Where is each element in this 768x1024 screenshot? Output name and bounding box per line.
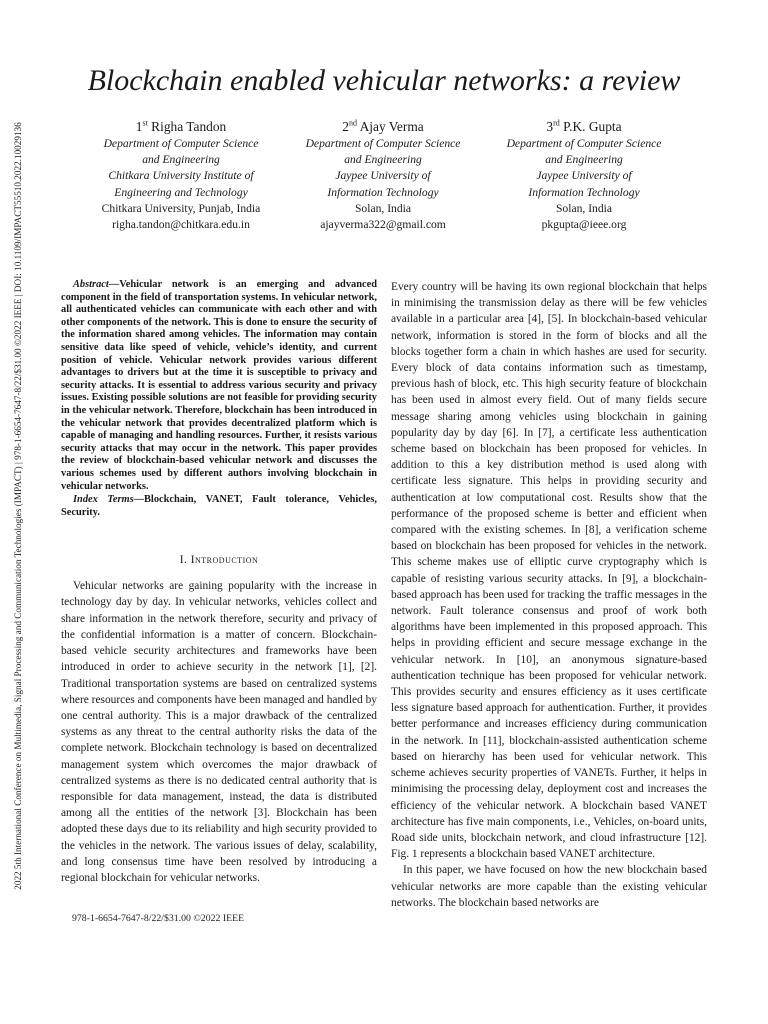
author-location: Chitkara University, Punjab, India	[101, 201, 261, 215]
author-name: 1st Righa Tandon	[135, 118, 227, 134]
author-name: 3rd P.K. Gupta	[546, 118, 622, 134]
author-institution-cont: Information Technology	[327, 185, 439, 199]
abstract: Abstract—Vehicular network is an emerging and advanced component in the field of transportation systems. In vehicular network, all authenticated vehicles can communicate with each other and with other components of the network. This is done to ensure the security of the information shared among vehicles. The information may contain sensitive data like speed of vehicle, vehicle’s identity, and current position of vehicle. Vehicular network provides various different advantages to drivers but at the time it is susceptible to privacy and security attacks. It is essential to address various security and privacy issues. Existing possible solutions are not feasible for providing security in the vehicular network. Therefore, blockchain has been introduced in the vehicular network that provides decentralized platform which is capable of managing and handling resources. Further, it resists various security attacks that may occur in the network. This paper provides the review of blockchain-based vehicular network and discusses the various schemes used by different authors involving blockchain in vehicular networks.	[61, 279, 377, 492]
author-location: Solan, India	[555, 201, 613, 215]
doi-sidebar	[0, 0, 36, 1024]
intro-paragraph: Vehicular networks are gaining popularity with the increase in technology day by day. In vehicular networks, vehicles collect and share information in the network therefore, security and privacy of the confidential information is a matter of concern. Blockchain-based vehicle security architectures and frameworks have been introduced in order to achieve security in the network [1], [2]. Traditional transportation systems are based on centralized systems where resources and components have been managed and handled by one central authority. This is a major drawback of the centralized systems as any threat to the central authority risks the data of the complete network. Blockchain technology is based on decentralized management system which overcomes the major drawback of centralized systems as there is no dedicated central authority that is responsible for data management, instead, the data is distributed among all the entities of the network [3]. Blockchain has been adopted these days due to its reliability and high security provided to the vehicles in the network. The various issues of delay, scalability, and long consensus time have been resolved by introducing a regional blockchain for vehicular networks.	[61, 580, 377, 884]
sidebar-citation: 2022 5th International Conference on Multimedia, Signal Processing and Communication Technologies (IMPACT) | 978-1-6654-7647-8/22/$31.00 ©2022 IEEE | DOI: 10.1109/IMPACT55510.2022.10029136	[13, 122, 23, 890]
author-institution: Jaypee University of	[536, 169, 632, 183]
author-department-cont: and Engineering	[545, 153, 623, 167]
author-block-2	[278, 118, 488, 233]
author-name: 2nd Ajay Verma	[342, 118, 424, 134]
author-department: Department of Computer Science	[305, 137, 461, 150]
abstract-label: Abstract	[73, 279, 109, 290]
author-department-cont: and Engineering	[344, 153, 422, 167]
author-block-1	[76, 118, 286, 233]
paper-title: Blockchain enabled vehicular networks: a review	[87, 64, 681, 97]
index-terms-text: Blockchain, VANET, Fault tolerance, Vehicles, Security.	[61, 494, 377, 518]
copyright-footer: 978-1-6654-7647-8/22/$31.00 ©2022 IEEE	[72, 913, 245, 924]
right-column	[391, 279, 707, 911]
author-location: Solan, India	[354, 201, 412, 215]
author-block-3	[479, 118, 689, 233]
author-email: righa.tandon@chitkara.edu.in	[112, 218, 250, 232]
author-department: Department of Computer Science	[103, 137, 259, 150]
author-institution: Jaypee University of	[335, 169, 431, 183]
body-paragraph: Every country will be having its own regional blockchain that helps in minimising the transmission delay as there will be few vehicles available in a particular area [4], [5]. In blockchain-based vehicular network, information is stored in the form of blocks and all the blocks together form a chain in which hashes are used for security. Every block of data contains information such as timestamp, previous hash of block, etc. This high security feature of blockchain has been used in almost every field. Out of many fields secure message sharing among vehicles using blockchain in gaining popularity day by day [6]. In [7], a certificate less authentication scheme based on blockchain has been proposed for vehicles. In addition to this a key distribution method is used along with certificate less signature. This helps in providing security and authentication at low computational cost. Results show that the performance of the proposed scheme is better and efficient when compared with the existing schemes. In [8], a verification scheme based on blockchain has been proposed for vehicles in the network. This scheme makes use of elliptic curve cryptography which is capable of resisting various security attacks. In [9], a blockchain-based approach has been used for tracking the traffic messages in the network. Fault tolerance consensus and proof of work both algorithms have been implemented in this proposed approach. This helps in providing efficient and secure message exchange in the vehicular network. In [10], an anonymous signature-based authentication technique has been proposed for vehicular network. This provides security and ensures efficiency as it uses certificate less signature based approach for authentication. Further, it provides better performance and increases efficiency during communication in the network. In [11], blockchain-assisted authentication scheme based on hierarchy has been used for vehicular network. This scheme achieves security properties of VANETs. Further, it helps in minimising the processing delay, deployment cost and increases the efficiency of the vehicular network. A blockchain based VANET architecture has five main components, i.e., Vehicles, on-board units, Road side units, blockchain network, and cloud infrastructure [12]. Fig. 1 represents a blockchain based VANET architecture.	[391, 281, 707, 861]
left-column	[61, 279, 377, 886]
section-heading-introduction: I. Introduction	[179, 554, 259, 567]
index-terms: Index Terms—Blockchain, VANET, Fault tolerance, Vehicles, Security.	[61, 494, 377, 518]
author-institution-cont: Information Technology	[528, 185, 640, 199]
author-department-cont: and Engineering	[142, 153, 220, 167]
author-email: ajayverma322@gmail.com	[320, 218, 446, 232]
author-institution: Chitkara University Institute of	[108, 169, 254, 183]
author-email: pkgupta@ieee.org	[541, 218, 627, 232]
body-paragraph-2: In this paper, we have focused on how the new blockchain based vehicular networks are more capable than the existing vehicular networks. The blockchain based networks are	[391, 864, 707, 909]
abstract-text: Vehicular network is an emerging and advanced component in the field of transportation systems. In vehicular network, all authenticated vehicles can communicate with each other and with other components of the network. This is done to ensure the security of the information shared among vehicles. The information may contain sensitive data like speed of vehicle, vehicle’s identity, and current position of vehicle. Vehicular network provides various different advantages to drivers but at the time it is susceptible to privacy and security attacks. It is essential to address various security and privacy issues. Existing possible solutions are not feasible for providing security in the vehicular network. Therefore, blockchain has been introduced in the vehicular network that provides decentralized platform which is capable of managing and handling resources. Further, it resists various security attacks that may occur in the network. This paper provides the review of blockchain-based vehicular network and discusses the various schemes used by different authors involving blockchain in vehicular networks.	[61, 279, 377, 492]
author-department: Department of Computer Science	[506, 137, 662, 150]
author-institution-cont: Engineering and Technology	[114, 185, 248, 199]
index-terms-label: Index Terms	[73, 494, 134, 506]
